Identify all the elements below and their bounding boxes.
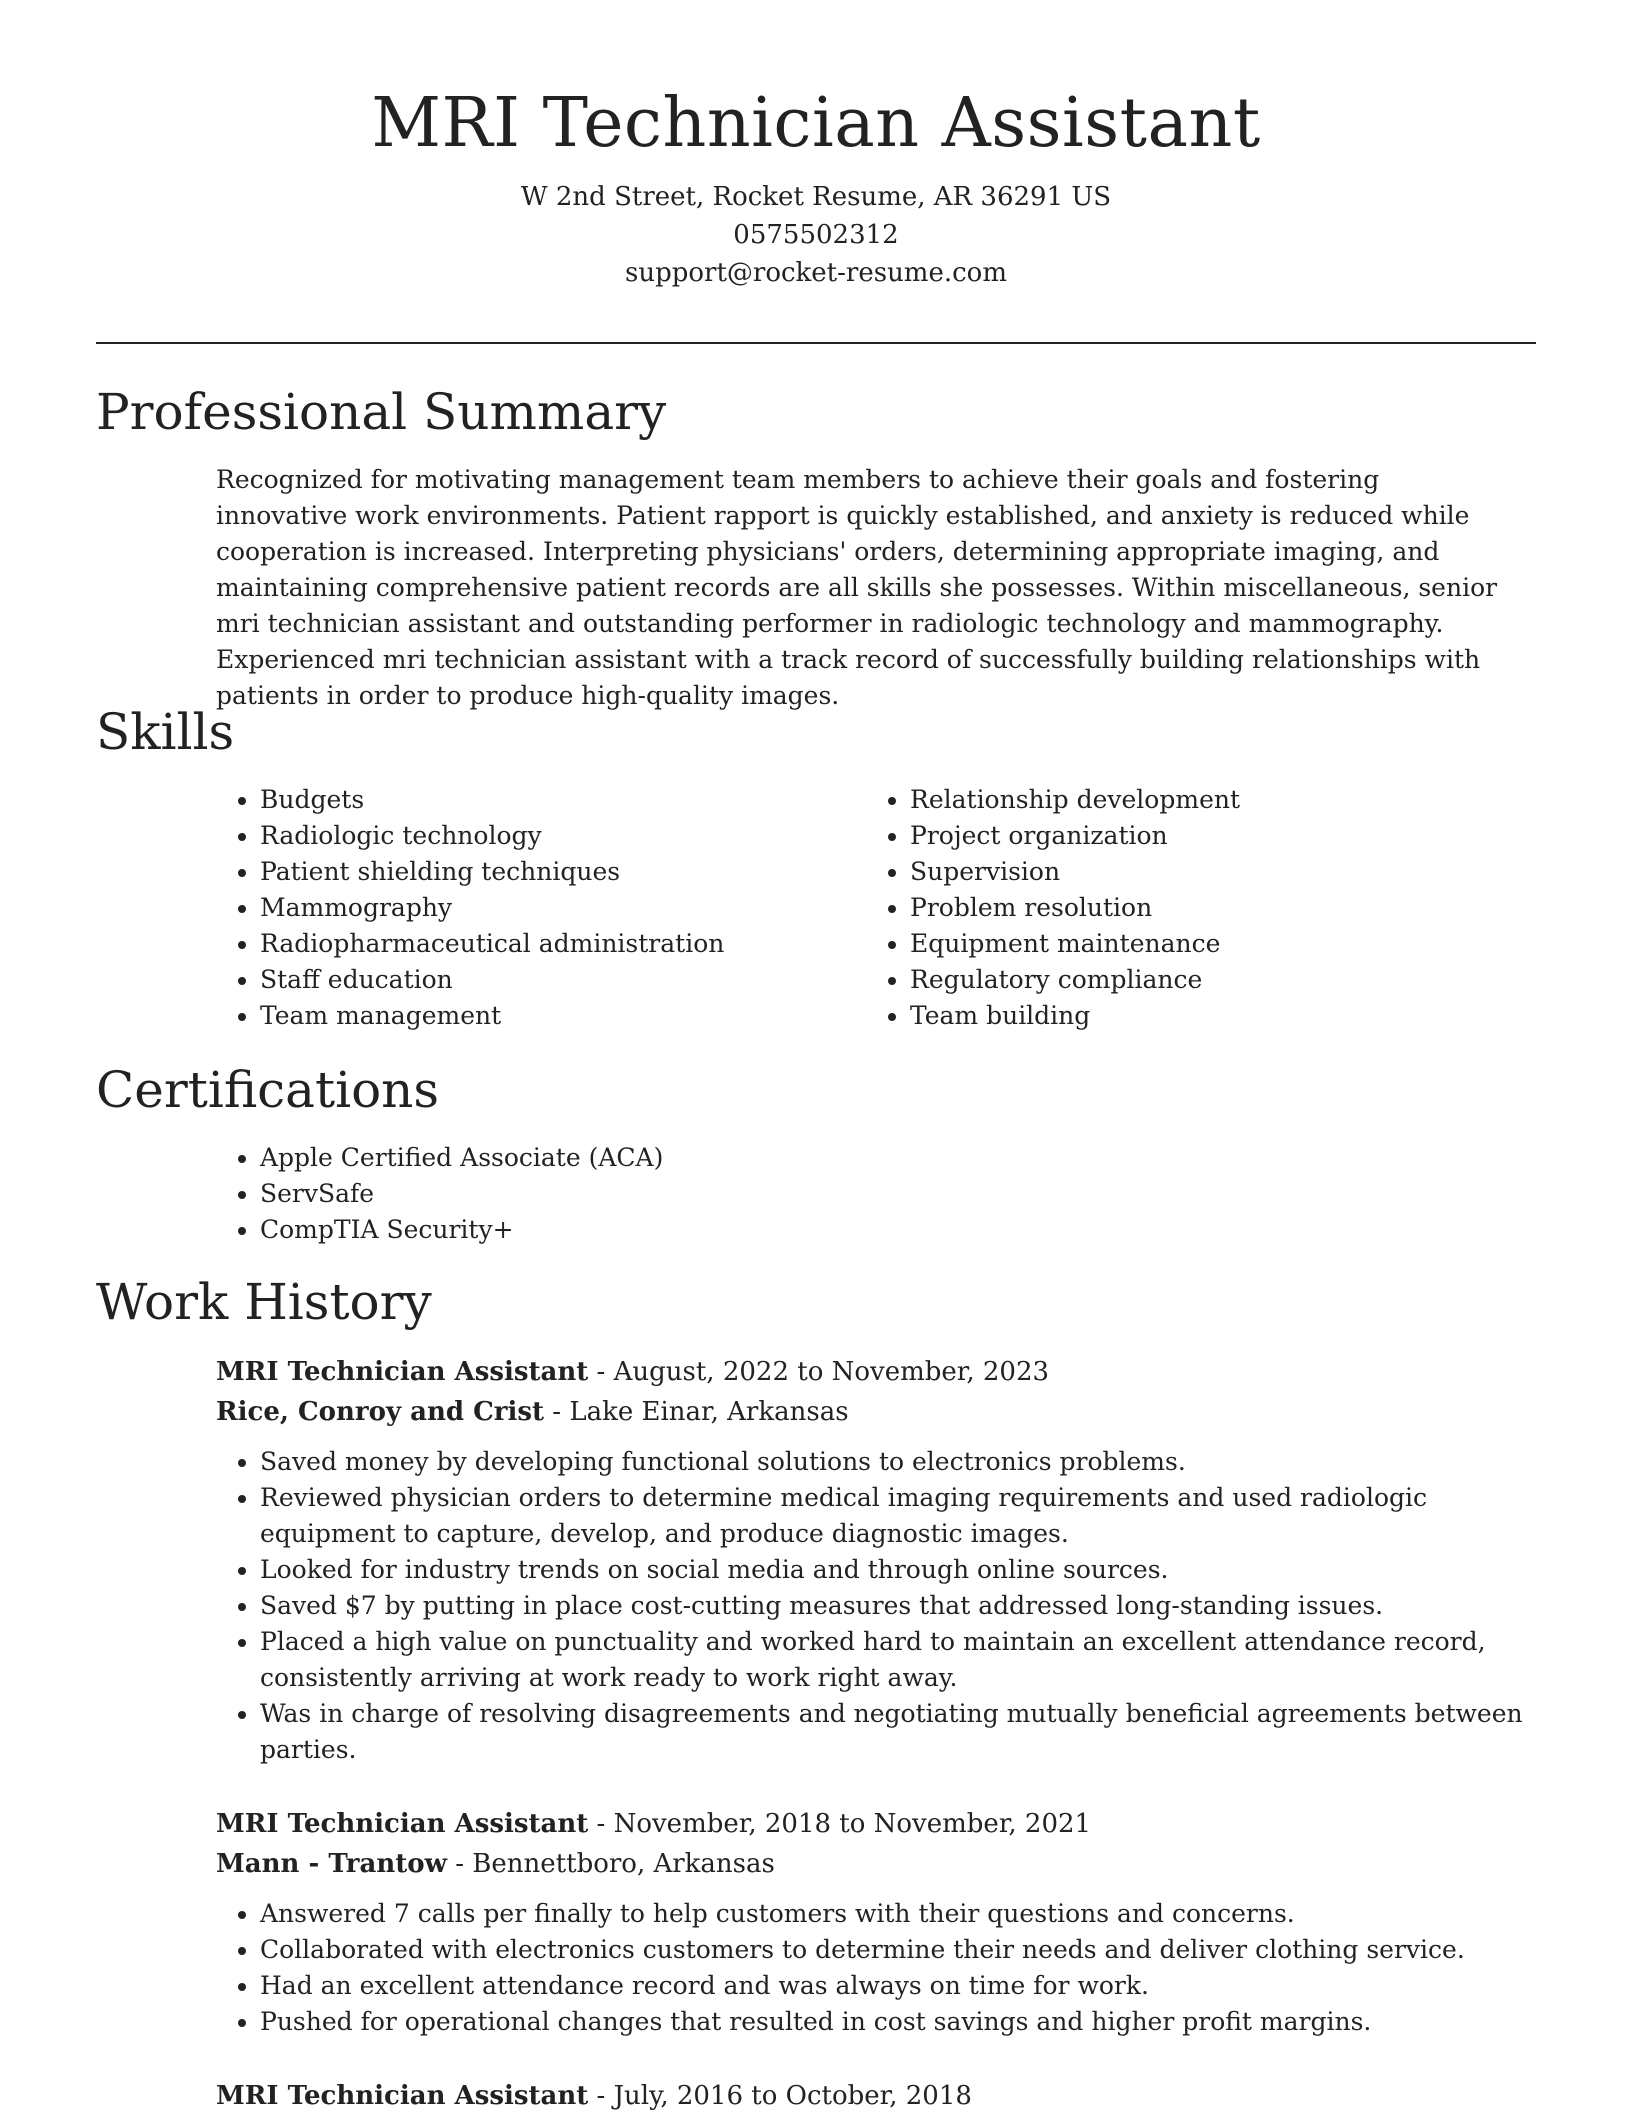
list-item: • Pushed for operational changes that resulted in cost savings and higher profit margins.	[260, 2004, 1560, 2040]
list-item: • Had an excellent attendance record and was always on time for work.	[260, 1968, 1560, 2004]
list-item: • Equipment maintenance	[910, 926, 1550, 962]
list-item: • CompTIA Security+	[260, 1212, 1560, 1248]
list-item: • Looked for industry trends on social media and through online sources.	[260, 1552, 1560, 1588]
list-item: • Saved money by developing functional solutions to electronics problems.	[260, 1444, 1560, 1480]
separator: -	[446, 1849, 473, 1879]
list-item: • Team building	[910, 998, 1550, 1034]
summary-text: Recognized for motivating management team members to achieve their goals and fostering innovative work environments. Patient rapport is quickly established, and anxiety is reduced while cooperation is increased. Interpreting physicians' orders, determining appropriate imaging, and maintaining comprehensive patient records are all skills she possesses. Within miscellaneous, senior mri technician assistant and outstanding performer in radiologic technology and mammography. Experienced mri technician assistant with a track record of successfully building relationships with patients in order to produce high-quality images.	[216, 465, 1498, 710]
list-item: • Relationship development	[910, 782, 1550, 818]
job-dates: November, 2018 to November, 2021	[613, 1809, 1092, 1839]
phone: 0575502312	[733, 220, 899, 250]
job-dates: August, 2022 to November, 2023	[613, 1357, 1050, 1387]
list-item: • Saved $7 by putting in place cost-cutting measures that addressed long-standing issues.	[260, 1588, 1560, 1624]
separator: -	[588, 1809, 614, 1839]
job-role: MRI Technician Assistant	[216, 1809, 589, 1839]
list-item: • Apple Certified Associate (ACA)	[260, 1140, 1560, 1176]
job-role: MRI Technician Assistant	[216, 2081, 589, 2111]
list-item: • Placed a high value on punctuality and worked hard to maintain an excellent attendance record, consistently arriving at work ready to work right away.	[260, 1624, 1560, 1696]
skills-list-right	[866, 782, 1550, 1034]
job-title-line	[216, 1352, 1049, 1392]
header-divider	[96, 342, 1536, 344]
job-location: Lake Einar, Arkansas	[569, 1397, 849, 1427]
job-dates: July, 2016 to October, 2018	[613, 2081, 972, 2111]
list-item: • Staff education	[260, 962, 860, 998]
list-item: • Problem resolution	[910, 890, 1550, 926]
contact-info	[0, 178, 1632, 292]
job-location: Bennettboro, Arkansas	[472, 1849, 775, 1879]
separator: -	[588, 2081, 614, 2111]
applicant-name: MRI Technician Assistant	[371, 84, 1261, 163]
job-company-line	[216, 1392, 849, 1432]
list-item: • Radiologic technology	[260, 818, 860, 854]
resume-header	[0, 80, 1632, 292]
address: W 2nd Street, Rocket Resume, AR 36291 US	[520, 182, 1112, 212]
job-company: Rice, Conroy and Crist	[216, 1397, 544, 1427]
email: support@rocket-resume.com	[624, 258, 1007, 288]
job-role: MRI Technician Assistant	[216, 1357, 589, 1387]
job-title-line	[216, 2076, 972, 2116]
list-item: • Was in charge of resolving disagreements and negotiating mutually beneficial agreements between parties.	[260, 1696, 1560, 1768]
section-title-summary: Professional Summary	[96, 383, 667, 441]
list-item: • Answered 7 calls per finally to help customers with their questions and concerns.	[260, 1896, 1560, 1932]
job-title-line	[216, 1804, 1091, 1844]
job-bullets	[216, 1444, 1560, 1768]
separator: -	[544, 1397, 570, 1427]
job-company: Mann - Trantow	[216, 1849, 447, 1879]
list-item: • Budgets	[260, 782, 860, 818]
list-item: • Supervision	[910, 854, 1550, 890]
section-title-work-history: Work History	[96, 1273, 432, 1331]
section-title-certifications: Certifications	[96, 1061, 440, 1119]
list-item: • Mammography	[260, 890, 860, 926]
list-item: • Radiopharmaceutical administration	[260, 926, 860, 962]
list-item: • Regulatory compliance	[910, 962, 1550, 998]
section-title-skills: Skills	[96, 703, 235, 761]
separator: -	[588, 1357, 614, 1387]
list-item: • Reviewed physician orders to determine medical imaging requirements and used radiologic equipment to capture, develop, and produce diagnostic images.	[260, 1480, 1560, 1552]
list-item: • Project organization	[910, 818, 1550, 854]
certifications-list	[216, 1140, 1560, 1248]
list-item: • Patient shielding techniques	[260, 854, 860, 890]
list-item: • Team management	[260, 998, 860, 1034]
job-company-line	[216, 1844, 775, 1884]
skills-list-left	[216, 782, 860, 1034]
list-item: • Collaborated with electronics customers to determine their needs and deliver clothing service.	[260, 1932, 1560, 1968]
job-bullets	[216, 1896, 1560, 2040]
list-item: • ServSafe	[260, 1176, 1560, 1212]
